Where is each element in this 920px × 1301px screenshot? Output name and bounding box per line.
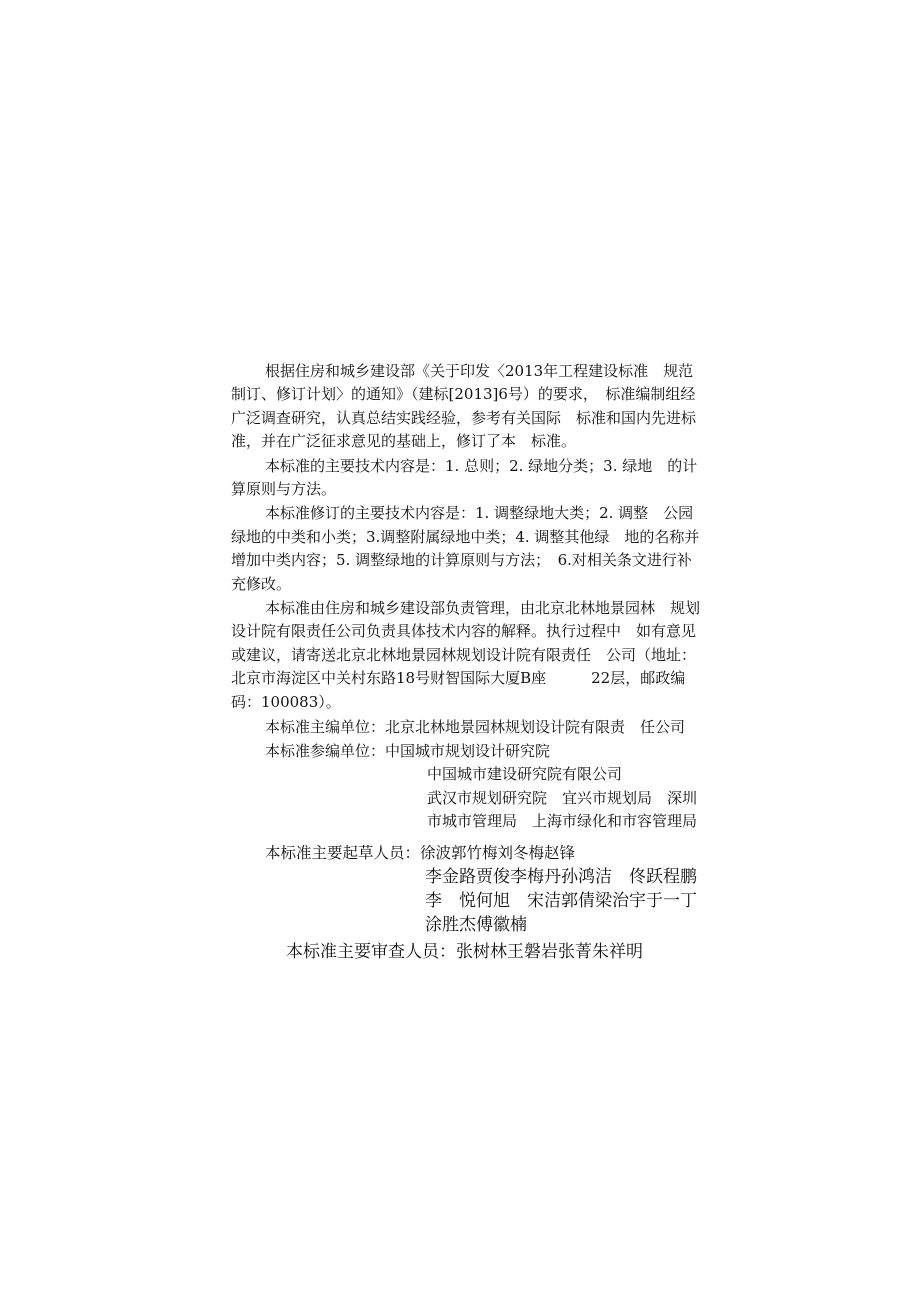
participating-unit-first: 中国城市规划设计研究院 [385, 742, 551, 761]
reviewers-line [231, 938, 701, 966]
reviewers-value: 张树林王磐岩张菁朱祥明 [456, 942, 643, 963]
paragraph-management: 本标准由住房和城乡建设部负责管理，由北京北林地景园林 规划设计院有限责任公司负责具体技术内容的解释。执行过程中 如有意见或建议，请寄送北京北林地景园林规划设计院有限责任 公司（地址：北京市海淀区中关村东路18号财智国际大厦B座 22层，邮政编码：100083）。 [231, 599, 701, 711]
chief-unit-label: 本标准主编单位： [265, 718, 386, 737]
participating-unit-line [231, 739, 701, 763]
drafters-names: 李金路贾俊李梅丹孙鸿洁 佟跃程鹏 李 悦何旭 宋洁郭倩梁治宇于一丁 涂胜杰傅徽楠 [425, 867, 714, 936]
paragraph-revision-content: 本标准修订的主要技术内容是：1. 调整绿地大类；2. 调整 公园绿地的中类和小类；3.调整附属绿地中类；4. 调整其他绿 地的名称并增加中类内容；5. 调整绿地的计算原则与方法； 6.对相关条文进行补充修改。 [231, 504, 700, 593]
preface-text-block [231, 360, 714, 966]
chief-unit-value: 北京北林地景园林规划设计院有限责 任公司 [385, 718, 686, 737]
paragraph-basis: 根据住房和城乡建设部《关于印发〈2013年工程建设标准 规范制订、修订计划〉的通知》（建标[2013]6号）的要求， 标准编制组经广泛调查研究，认真总结实践经验，参考有关国际 标准和国内先进标准，并在广泛征求意见的基础上，修订了本 标准。 [231, 362, 697, 451]
drafters-first: 徐波郭竹梅刘冬梅赵锋 [420, 844, 576, 863]
drafters-section [231, 841, 714, 937]
participating-unit-list [427, 763, 697, 833]
participating-unit-item: 武汉市规划研究院 宜兴市规划局 深圳市城市管理局 上海市绿化和市容管理局 [427, 788, 698, 830]
participating-unit-label: 本标准参编单位： [265, 742, 386, 761]
chief-unit-line [231, 715, 701, 739]
paragraph-main-content: 本标准的主要技术内容是：1. 总则；2. 绿地分类；3. 绿地 的计算原则与方法。 [231, 456, 698, 499]
drafters-line [231, 841, 701, 865]
reviewers-label: 本标准主要审查人员： [286, 942, 456, 963]
drafters-label: 本标准主要起草人员： [265, 844, 421, 863]
participating-unit-item: 中国城市建设研究院有限公司 [427, 765, 623, 784]
